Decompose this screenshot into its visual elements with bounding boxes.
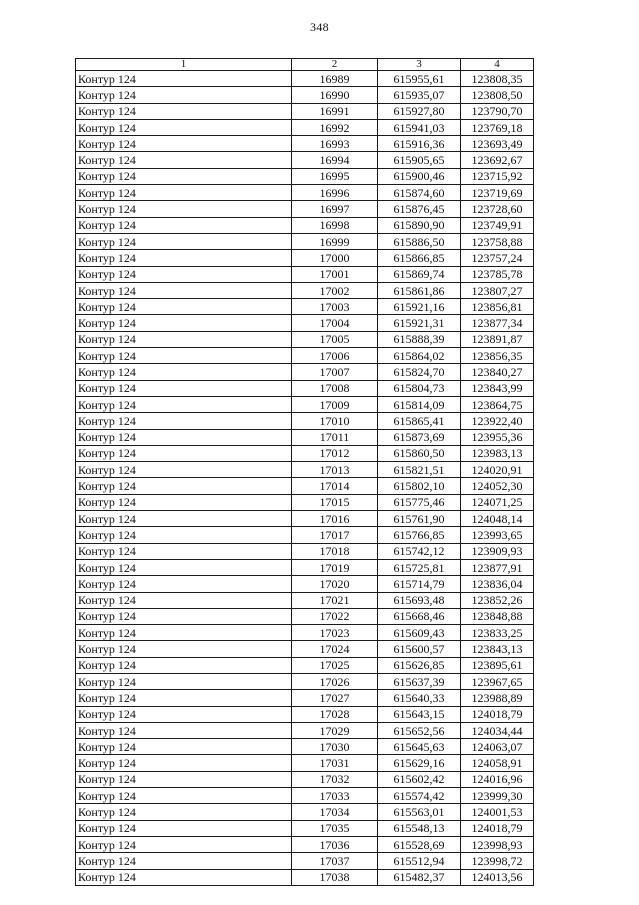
- y-coordinate-cell: 124063,07: [461, 739, 534, 755]
- y-coordinate-cell: 123808,50: [461, 87, 534, 103]
- x-coordinate-cell: 615512,94: [378, 853, 461, 869]
- table-row: [76, 413, 534, 429]
- point-number-cell: 17013: [292, 462, 378, 478]
- table-row: [76, 804, 534, 820]
- y-coordinate-cell: 123843,13: [461, 641, 534, 657]
- point-number-cell: 17009: [292, 396, 378, 412]
- page-number: 348: [310, 20, 329, 34]
- table-row: [76, 771, 534, 787]
- table-row: [76, 559, 534, 575]
- point-number-cell: 16991: [292, 103, 378, 119]
- point-number-cell: 17011: [292, 429, 378, 445]
- y-coordinate-cell: 124058,91: [461, 755, 534, 771]
- y-coordinate-cell: 123998,93: [461, 836, 534, 852]
- table-row: [76, 592, 534, 608]
- y-coordinate-cell: 124071,25: [461, 494, 534, 510]
- x-coordinate-cell: 615742,12: [378, 543, 461, 559]
- contour-name-cell: Контур 124: [76, 820, 292, 836]
- point-number-cell: 17003: [292, 299, 378, 315]
- y-coordinate-cell: 124018,79: [461, 820, 534, 836]
- point-number-cell: 17020: [292, 576, 378, 592]
- contour-name-cell: Контур 124: [76, 657, 292, 673]
- table-row: [76, 396, 534, 412]
- table-row: [76, 869, 534, 885]
- contour-name-cell: Контур 124: [76, 380, 292, 396]
- table-row: [76, 788, 534, 804]
- table-row: [76, 511, 534, 527]
- table-row: [76, 641, 534, 657]
- contour-name-cell: Контур 124: [76, 396, 292, 412]
- contour-name-cell: Контур 124: [76, 478, 292, 494]
- y-coordinate-cell: 124018,79: [461, 706, 534, 722]
- point-number-cell: 17001: [292, 266, 378, 282]
- point-number-cell: 17006: [292, 348, 378, 364]
- x-coordinate-cell: 615935,07: [378, 87, 461, 103]
- contour-name-cell: Контур 124: [76, 494, 292, 510]
- contour-name-cell: Контур 124: [76, 706, 292, 722]
- x-coordinate-cell: 615640,33: [378, 690, 461, 706]
- x-coordinate-cell: 615860,50: [378, 445, 461, 461]
- y-coordinate-cell: 123715,92: [461, 168, 534, 184]
- x-coordinate-cell: 615563,01: [378, 804, 461, 820]
- x-coordinate-cell: 615890,90: [378, 217, 461, 233]
- y-coordinate-cell: 123790,70: [461, 103, 534, 119]
- point-number-cell: 17024: [292, 641, 378, 657]
- y-coordinate-cell: 123983,13: [461, 445, 534, 461]
- point-number-cell: 16993: [292, 136, 378, 152]
- table-row: [76, 315, 534, 331]
- x-coordinate-cell: 615714,79: [378, 576, 461, 592]
- x-coordinate-cell: 615804,73: [378, 380, 461, 396]
- table-row: [76, 185, 534, 201]
- y-coordinate-cell: 123836,04: [461, 576, 534, 592]
- x-coordinate-cell: 615927,80: [378, 103, 461, 119]
- y-coordinate-cell: 123891,87: [461, 331, 534, 347]
- point-number-cell: 16995: [292, 168, 378, 184]
- contour-name-cell: Контур 124: [76, 299, 292, 315]
- point-number-cell: 16994: [292, 152, 378, 168]
- y-coordinate-cell: 123998,72: [461, 853, 534, 869]
- x-coordinate-cell: 615865,41: [378, 413, 461, 429]
- contour-name-cell: Контур 124: [76, 625, 292, 641]
- y-coordinate-cell: 123692,67: [461, 152, 534, 168]
- table-row: [76, 380, 534, 396]
- contour-name-cell: Контур 124: [76, 282, 292, 298]
- x-coordinate-cell: 615873,69: [378, 429, 461, 445]
- y-coordinate-cell: 123877,91: [461, 559, 534, 575]
- contour-name-cell: Контур 124: [76, 739, 292, 755]
- column-header-2: 2: [292, 59, 378, 71]
- table-row: [76, 706, 534, 722]
- contour-name-cell: Контур 124: [76, 429, 292, 445]
- contour-name-cell: Контур 124: [76, 543, 292, 559]
- y-coordinate-cell: 123833,25: [461, 625, 534, 641]
- y-coordinate-cell: 123807,27: [461, 282, 534, 298]
- contour-name-cell: Контур 124: [76, 641, 292, 657]
- x-coordinate-cell: 615900,46: [378, 168, 461, 184]
- y-coordinate-cell: 123967,65: [461, 673, 534, 689]
- table-row: [76, 722, 534, 738]
- contour-name-cell: Контур 124: [76, 722, 292, 738]
- y-coordinate-cell: 124034,44: [461, 722, 534, 738]
- point-number-cell: 17016: [292, 511, 378, 527]
- table-row: [76, 527, 534, 543]
- point-number-cell: 17025: [292, 657, 378, 673]
- x-coordinate-cell: 615888,39: [378, 331, 461, 347]
- point-number-cell: 17014: [292, 478, 378, 494]
- contour-name-cell: Контур 124: [76, 168, 292, 184]
- x-coordinate-cell: 615916,36: [378, 136, 461, 152]
- x-coordinate-cell: 615652,56: [378, 722, 461, 738]
- column-header-4: 4: [461, 59, 534, 71]
- point-number-cell: 17026: [292, 673, 378, 689]
- y-coordinate-cell: 123877,34: [461, 315, 534, 331]
- table-row: [76, 755, 534, 771]
- contour-name-cell: Контур 124: [76, 559, 292, 575]
- table-body: [76, 71, 534, 886]
- point-number-cell: 16992: [292, 119, 378, 135]
- y-coordinate-cell: 123999,30: [461, 788, 534, 804]
- point-number-cell: 17034: [292, 804, 378, 820]
- contour-name-cell: Контур 124: [76, 755, 292, 771]
- point-number-cell: 16998: [292, 217, 378, 233]
- y-coordinate-cell: 124020,91: [461, 462, 534, 478]
- x-coordinate-cell: 615869,74: [378, 266, 461, 282]
- x-coordinate-cell: 615609,43: [378, 625, 461, 641]
- point-number-cell: 17031: [292, 755, 378, 771]
- point-number-cell: 17002: [292, 282, 378, 298]
- x-coordinate-cell: 615482,37: [378, 869, 461, 885]
- contour-name-cell: Контур 124: [76, 331, 292, 347]
- y-coordinate-cell: 123922,40: [461, 413, 534, 429]
- table-row: [76, 625, 534, 641]
- y-coordinate-cell: 123993,65: [461, 527, 534, 543]
- contour-name-cell: Контур 124: [76, 690, 292, 706]
- table-row: [76, 119, 534, 135]
- contour-name-cell: Контур 124: [76, 152, 292, 168]
- table-row: [76, 836, 534, 852]
- y-coordinate-cell: 123895,61: [461, 657, 534, 673]
- y-coordinate-cell: 123749,91: [461, 217, 534, 233]
- contour-name-cell: Контур 124: [76, 673, 292, 689]
- x-coordinate-cell: 615600,57: [378, 641, 461, 657]
- y-coordinate-cell: 123719,69: [461, 185, 534, 201]
- table-row: [76, 103, 534, 119]
- contour-name-cell: Контур 124: [76, 804, 292, 820]
- x-coordinate-cell: 615921,16: [378, 299, 461, 315]
- x-coordinate-cell: 615643,15: [378, 706, 461, 722]
- table-row: [76, 152, 534, 168]
- y-coordinate-cell: 123856,81: [461, 299, 534, 315]
- contour-name-cell: Контур 124: [76, 185, 292, 201]
- contour-name-cell: Контур 124: [76, 511, 292, 527]
- table-row: [76, 282, 534, 298]
- point-number-cell: 16996: [292, 185, 378, 201]
- point-number-cell: 17028: [292, 706, 378, 722]
- table-row: [76, 657, 534, 673]
- x-coordinate-cell: 615866,85: [378, 250, 461, 266]
- x-coordinate-cell: 615725,81: [378, 559, 461, 575]
- contour-name-cell: Контур 124: [76, 592, 292, 608]
- point-number-cell: 17027: [292, 690, 378, 706]
- y-coordinate-cell: 123769,18: [461, 119, 534, 135]
- table-row: [76, 820, 534, 836]
- y-coordinate-cell: 123785,78: [461, 266, 534, 282]
- y-coordinate-cell: 123808,35: [461, 71, 534, 87]
- point-number-cell: 17005: [292, 331, 378, 347]
- contour-name-cell: Контур 124: [76, 201, 292, 217]
- contour-name-cell: Контур 124: [76, 136, 292, 152]
- point-number-cell: 17022: [292, 608, 378, 624]
- table-row: [76, 348, 534, 364]
- y-coordinate-cell: 123856,35: [461, 348, 534, 364]
- contour-name-cell: Контур 124: [76, 119, 292, 135]
- y-coordinate-cell: 123757,24: [461, 250, 534, 266]
- x-coordinate-cell: 615905,65: [378, 152, 461, 168]
- point-number-cell: 17012: [292, 445, 378, 461]
- point-number-cell: 17030: [292, 739, 378, 755]
- table-row: [76, 690, 534, 706]
- table-row: [76, 201, 534, 217]
- x-coordinate-cell: 615629,16: [378, 755, 461, 771]
- x-coordinate-cell: 615824,70: [378, 364, 461, 380]
- y-coordinate-cell: 123909,93: [461, 543, 534, 559]
- point-number-cell: 17010: [292, 413, 378, 429]
- point-number-cell: 17023: [292, 625, 378, 641]
- table-row: [76, 576, 534, 592]
- x-coordinate-cell: 615637,39: [378, 673, 461, 689]
- contour-name-cell: Контур 124: [76, 608, 292, 624]
- point-number-cell: 17019: [292, 559, 378, 575]
- point-number-cell: 17037: [292, 853, 378, 869]
- point-number-cell: 17018: [292, 543, 378, 559]
- x-coordinate-cell: 615821,51: [378, 462, 461, 478]
- table-row: [76, 299, 534, 315]
- contour-name-cell: Контур 124: [76, 87, 292, 103]
- table-row: [76, 87, 534, 103]
- contour-name-cell: Контур 124: [76, 836, 292, 852]
- table-row: [76, 71, 534, 87]
- point-number-cell: 16997: [292, 201, 378, 217]
- contour-name-cell: Контур 124: [76, 233, 292, 249]
- table-row: [76, 853, 534, 869]
- y-coordinate-cell: 123852,26: [461, 592, 534, 608]
- x-coordinate-cell: 615761,90: [378, 511, 461, 527]
- x-coordinate-cell: 615814,09: [378, 396, 461, 412]
- point-number-cell: 17029: [292, 722, 378, 738]
- x-coordinate-cell: 615864,02: [378, 348, 461, 364]
- coordinates-table: [75, 58, 534, 886]
- contour-name-cell: Контур 124: [76, 348, 292, 364]
- table-row: [76, 462, 534, 478]
- table-row: [76, 445, 534, 461]
- point-number-cell: 17015: [292, 494, 378, 510]
- point-number-cell: 17008: [292, 380, 378, 396]
- point-number-cell: 16990: [292, 87, 378, 103]
- table-header-row: [76, 59, 534, 71]
- y-coordinate-cell: 123864,75: [461, 396, 534, 412]
- point-number-cell: 17007: [292, 364, 378, 380]
- x-coordinate-cell: 615941,03: [378, 119, 461, 135]
- x-coordinate-cell: 615528,69: [378, 836, 461, 852]
- y-coordinate-cell: 123843,99: [461, 380, 534, 396]
- y-coordinate-cell: 124048,14: [461, 511, 534, 527]
- point-number-cell: 17021: [292, 592, 378, 608]
- contour-name-cell: Контур 124: [76, 103, 292, 119]
- contour-name-cell: Контур 124: [76, 364, 292, 380]
- table-row: [76, 168, 534, 184]
- point-number-cell: 16989: [292, 71, 378, 87]
- column-header-3: 3: [378, 59, 461, 71]
- table-row: [76, 233, 534, 249]
- point-number-cell: 17032: [292, 771, 378, 787]
- table-row: [76, 478, 534, 494]
- y-coordinate-cell: 123693,49: [461, 136, 534, 152]
- x-coordinate-cell: 615645,63: [378, 739, 461, 755]
- contour-name-cell: Контур 124: [76, 527, 292, 543]
- y-coordinate-cell: 123848,88: [461, 608, 534, 624]
- x-coordinate-cell: 615886,50: [378, 233, 461, 249]
- y-coordinate-cell: 123728,60: [461, 201, 534, 217]
- point-number-cell: 17017: [292, 527, 378, 543]
- table-row: [76, 250, 534, 266]
- table-row: [76, 331, 534, 347]
- y-coordinate-cell: 123840,27: [461, 364, 534, 380]
- y-coordinate-cell: 123988,89: [461, 690, 534, 706]
- table-row: [76, 429, 534, 445]
- contour-name-cell: Контур 124: [76, 462, 292, 478]
- x-coordinate-cell: 615766,85: [378, 527, 461, 543]
- contour-name-cell: Контур 124: [76, 445, 292, 461]
- x-coordinate-cell: 615602,42: [378, 771, 461, 787]
- contour-name-cell: Контур 124: [76, 853, 292, 869]
- x-coordinate-cell: 615548,13: [378, 820, 461, 836]
- contour-name-cell: Контур 124: [76, 869, 292, 885]
- table-row: [76, 739, 534, 755]
- contour-name-cell: Контур 124: [76, 315, 292, 331]
- contour-name-cell: Контур 124: [76, 266, 292, 282]
- x-coordinate-cell: 615861,86: [378, 282, 461, 298]
- table-row: [76, 136, 534, 152]
- table-row: [76, 266, 534, 282]
- y-coordinate-cell: 123955,36: [461, 429, 534, 445]
- x-coordinate-cell: 615955,61: [378, 71, 461, 87]
- y-coordinate-cell: 124013,56: [461, 869, 534, 885]
- contour-name-cell: Контур 124: [76, 250, 292, 266]
- x-coordinate-cell: 615876,45: [378, 201, 461, 217]
- contour-name-cell: Контур 124: [76, 771, 292, 787]
- point-number-cell: 17004: [292, 315, 378, 331]
- x-coordinate-cell: 615693,48: [378, 592, 461, 608]
- y-coordinate-cell: 124016,96: [461, 771, 534, 787]
- point-number-cell: 17038: [292, 869, 378, 885]
- y-coordinate-cell: 124052,30: [461, 478, 534, 494]
- y-coordinate-cell: 124001,53: [461, 804, 534, 820]
- x-coordinate-cell: 615574,42: [378, 788, 461, 804]
- table-row: [76, 217, 534, 233]
- contour-name-cell: Контур 124: [76, 413, 292, 429]
- x-coordinate-cell: 615626,85: [378, 657, 461, 673]
- contour-name-cell: Контур 124: [76, 71, 292, 87]
- table-row: [76, 543, 534, 559]
- table-row: [76, 673, 534, 689]
- x-coordinate-cell: 615921,31: [378, 315, 461, 331]
- table-row: [76, 364, 534, 380]
- contour-name-cell: Контур 124: [76, 576, 292, 592]
- point-number-cell: 17035: [292, 820, 378, 836]
- x-coordinate-cell: 615668,46: [378, 608, 461, 624]
- x-coordinate-cell: 615775,46: [378, 494, 461, 510]
- contour-name-cell: Контур 124: [76, 788, 292, 804]
- contour-name-cell: Контур 124: [76, 217, 292, 233]
- y-coordinate-cell: 123758,88: [461, 233, 534, 249]
- table-row: [76, 494, 534, 510]
- x-coordinate-cell: 615874,60: [378, 185, 461, 201]
- point-number-cell: 17000: [292, 250, 378, 266]
- table-row: [76, 608, 534, 624]
- point-number-cell: 16999: [292, 233, 378, 249]
- x-coordinate-cell: 615802,10: [378, 478, 461, 494]
- point-number-cell: 17033: [292, 788, 378, 804]
- column-header-1: 1: [76, 59, 292, 71]
- point-number-cell: 17036: [292, 836, 378, 852]
